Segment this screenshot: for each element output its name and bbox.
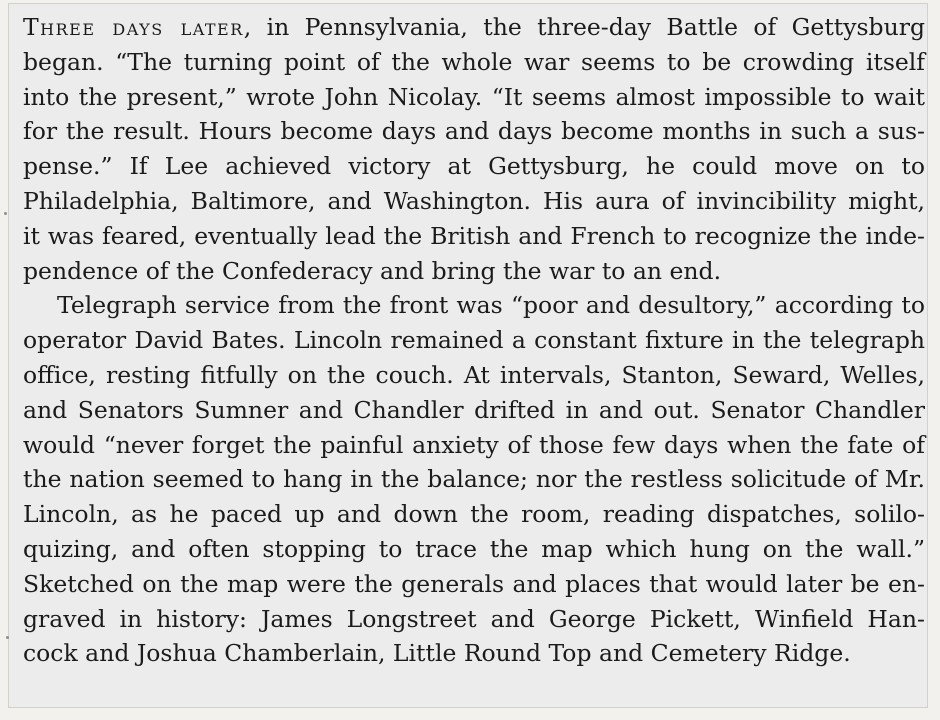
book-excerpt-clipping bbox=[8, 3, 928, 708]
paragraph-2 bbox=[23, 288, 925, 671]
scan-speck bbox=[4, 212, 7, 215]
paragraph-line: it was feared, eventually lead the British and French to recognize the inde- bbox=[23, 221, 925, 250]
paragraph-line: Philadelphia, Baltimore, and Washington. His aura of invincibility might, bbox=[23, 186, 925, 215]
paragraph-line: Telegraph service from the front was “poor and desultory,” according to bbox=[57, 291, 925, 320]
paragraph-line: the nation seemed to hang in the balance; nor the restless solicitude of Mr. bbox=[23, 465, 925, 494]
paragraph-line: into the present,” wrote John Nicolay. “It seems almost impossible to wait bbox=[23, 82, 925, 111]
paragraph-line: for the result. Hours become days and days become months in such a sus- bbox=[23, 117, 925, 146]
paragraph-line: cock and Joshua Chamberlain, Little Round Top and Cemetery Ridge. bbox=[23, 639, 851, 668]
lead-in-small-caps: Three days later bbox=[23, 13, 244, 41]
paragraph-1 bbox=[23, 10, 925, 288]
scan-speck bbox=[6, 636, 9, 639]
paragraph-line: began. “The turning point of the whole war seems to be crowding itself bbox=[23, 47, 925, 76]
paragraph-line: Sketched on the map were the generals and places that would later be en- bbox=[23, 569, 925, 598]
paragraph-line: office, resting fitfully on the couch. At intervals, Stanton, Seward, Welles, bbox=[23, 360, 925, 389]
paragraph-line: Lincoln, as he paced up and down the room, reading dispatches, solilo- bbox=[23, 500, 925, 529]
paragraph-line: pense.” If Lee achieved victory at Gettysburg, he could move on to bbox=[23, 152, 925, 181]
paragraph-line: quizing, and often stopping to trace the map which hung on the wall.” bbox=[23, 534, 925, 563]
paragraph-line: and Senators Sumner and Chandler drifted in and out. Senator Chandler bbox=[23, 395, 925, 424]
paragraph-line: operator David Bates. Lincoln remained a constant fixture in the telegraph bbox=[23, 326, 925, 355]
paragraph-line: graved in history: James Longstreet and George Pickett, Winfield Han- bbox=[23, 604, 925, 633]
paragraph-line: pendence of the Confederacy and bring the war to an end. bbox=[23, 256, 722, 285]
line-text: , in Pennsylvania, the three-day Battle of Gettysburg bbox=[243, 13, 926, 41]
paragraph-line: would “never forget the painful anxiety of those few days when the fate of bbox=[23, 430, 925, 459]
excerpt-text bbox=[23, 10, 925, 671]
paragraph-line bbox=[23, 10, 925, 45]
